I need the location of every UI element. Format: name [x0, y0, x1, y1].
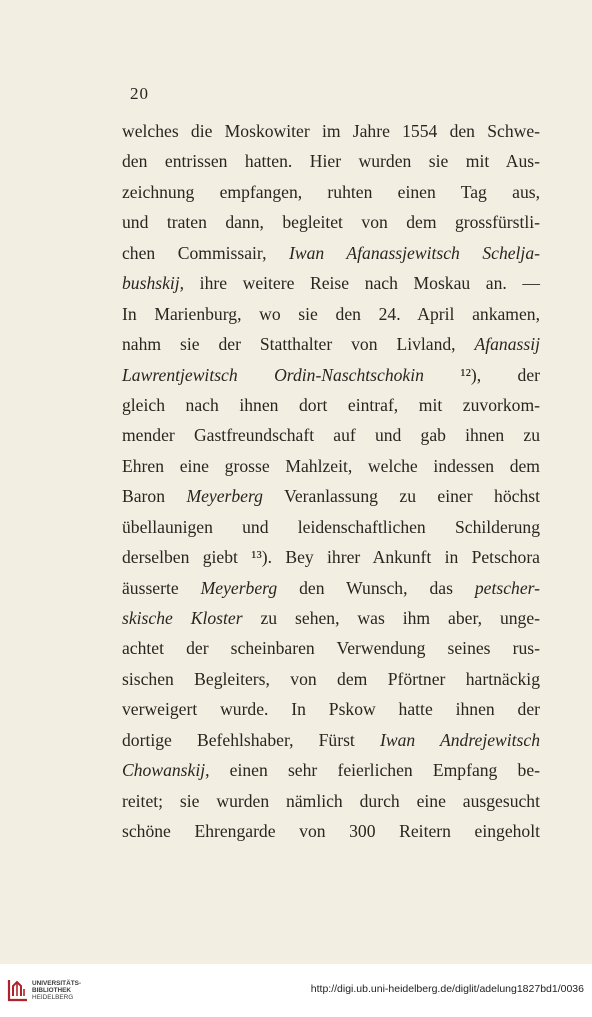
italic-text-segment: Meyerberg: [186, 486, 263, 507]
text-line: [122, 573, 540, 603]
text-line: [122, 603, 540, 633]
text-line: [122, 451, 540, 481]
italic-text-segment: Iwan Andrejewitsch: [379, 729, 540, 750]
text-segment: achtet der scheinbaren Verwendung seines rus-: [122, 638, 540, 659]
text-segment: übellaunigen und leidenschaftlichen Schilderung: [122, 516, 540, 537]
text-line: [122, 177, 540, 207]
text-segment: derselben giebt ¹³). Bey ihrer Ankunft in Petschora: [122, 547, 540, 568]
text-segment: gleich nach ihnen dort eintraf, mit zuvorkom-: [122, 394, 540, 415]
text-line: [122, 786, 540, 816]
italic-text-segment: bushskij,: [122, 273, 185, 294]
italic-text-segment: skische Kloster: [122, 608, 243, 628]
text-segment: zeichnung empfangen, ruhten einen Tag aus,: [122, 181, 540, 202]
text-segment: Baron: [122, 486, 187, 507]
page-number: 20: [130, 84, 149, 103]
text-segment: ¹²), der: [423, 364, 540, 385]
italic-text-segment: Lawrentjewitsch Ordin-Naschtschokin: [122, 364, 424, 385]
text-segment: den Wunsch, das: [277, 577, 475, 598]
text-segment: In Marienburg, wo sie den 24. April ankamen,: [122, 303, 540, 324]
text-segment: den entrissen hatten. Hier wurden sie mit Aus-: [122, 151, 540, 172]
text-segment: und traten dann, begleitet von dem grossfürstli-: [122, 212, 540, 233]
text-segment: Veranlassung zu einer höchst: [262, 486, 540, 507]
logo-line-1: UNIVERSITÄTS-: [32, 980, 81, 987]
text-line: [122, 542, 540, 572]
text-line: [122, 633, 540, 663]
text-segment: äusserte: [122, 577, 201, 598]
text-segment: verweigert wurde. In Pskow hatte ihnen der: [122, 699, 540, 720]
italic-text-segment: Afanassij: [474, 334, 540, 355]
text-segment: Ehren eine grosse Mahlzeit, welche indessen dem: [122, 455, 540, 476]
source-url[interactable]: http://digi.ub.uni-heidelberg.de/diglit/adelung1827bd1/0036: [310, 983, 584, 995]
text-line: [122, 390, 540, 420]
text-line: [122, 512, 540, 542]
text-segment: reitet; sie wurden nämlich durch eine ausgesucht: [122, 790, 540, 811]
logo-line-3: HEIDELBERG: [32, 994, 74, 1001]
text-segment: mender Gastfreundschaft auf und gab ihnen zu: [122, 425, 540, 446]
text-segment: schöne Ehrengarde von 300 Reitern eingeholt: [122, 821, 540, 842]
text-line: [122, 329, 540, 359]
text-line: [122, 299, 540, 329]
text-line: [122, 207, 540, 237]
text-line: [122, 725, 540, 755]
text-segment: welches die Moskowiter im Jahre 1554 den Schwe-: [122, 121, 540, 141]
text-line: [122, 694, 540, 724]
italic-text-segment: Iwan Afanassjewitsch Schelja-: [289, 242, 540, 263]
text-segment: nahm sie der Statthalter von Livland,: [122, 334, 475, 355]
text-line: [122, 268, 540, 298]
text-segment: zu sehen, was ihm aber, unge-: [242, 608, 541, 628]
text-segment: chen Commissair,: [122, 242, 290, 263]
text-line: [122, 755, 540, 785]
text-line: [122, 481, 540, 511]
text-line: [122, 360, 540, 390]
text-segment: sischen Begleiters, von dem Pförtner hartnäckig: [122, 668, 540, 689]
italic-text-segment: Meyerberg: [200, 577, 278, 598]
text-line: [122, 116, 540, 146]
library-logo-icon: [6, 978, 30, 1002]
body-text: [122, 116, 540, 847]
text-line: [122, 238, 540, 268]
text-line: [122, 420, 540, 450]
text-line: [122, 146, 540, 176]
italic-text-segment: petscher-: [474, 577, 540, 598]
library-logo-text: [32, 980, 81, 1001]
text-segment: dortige Befehlshaber, Fürst: [122, 729, 380, 750]
footer-bar: [0, 964, 592, 1017]
text-line: [122, 816, 540, 846]
text-line: [122, 664, 540, 694]
italic-text-segment: Chowanskij: [122, 760, 206, 781]
text-segment: , einen sehr feierlichen Empfang be-: [205, 760, 540, 781]
logo-line-2: BIBLIOTHEK: [32, 987, 72, 994]
text-segment: ihre weitere Reise nach Moskau an. —: [184, 273, 540, 294]
